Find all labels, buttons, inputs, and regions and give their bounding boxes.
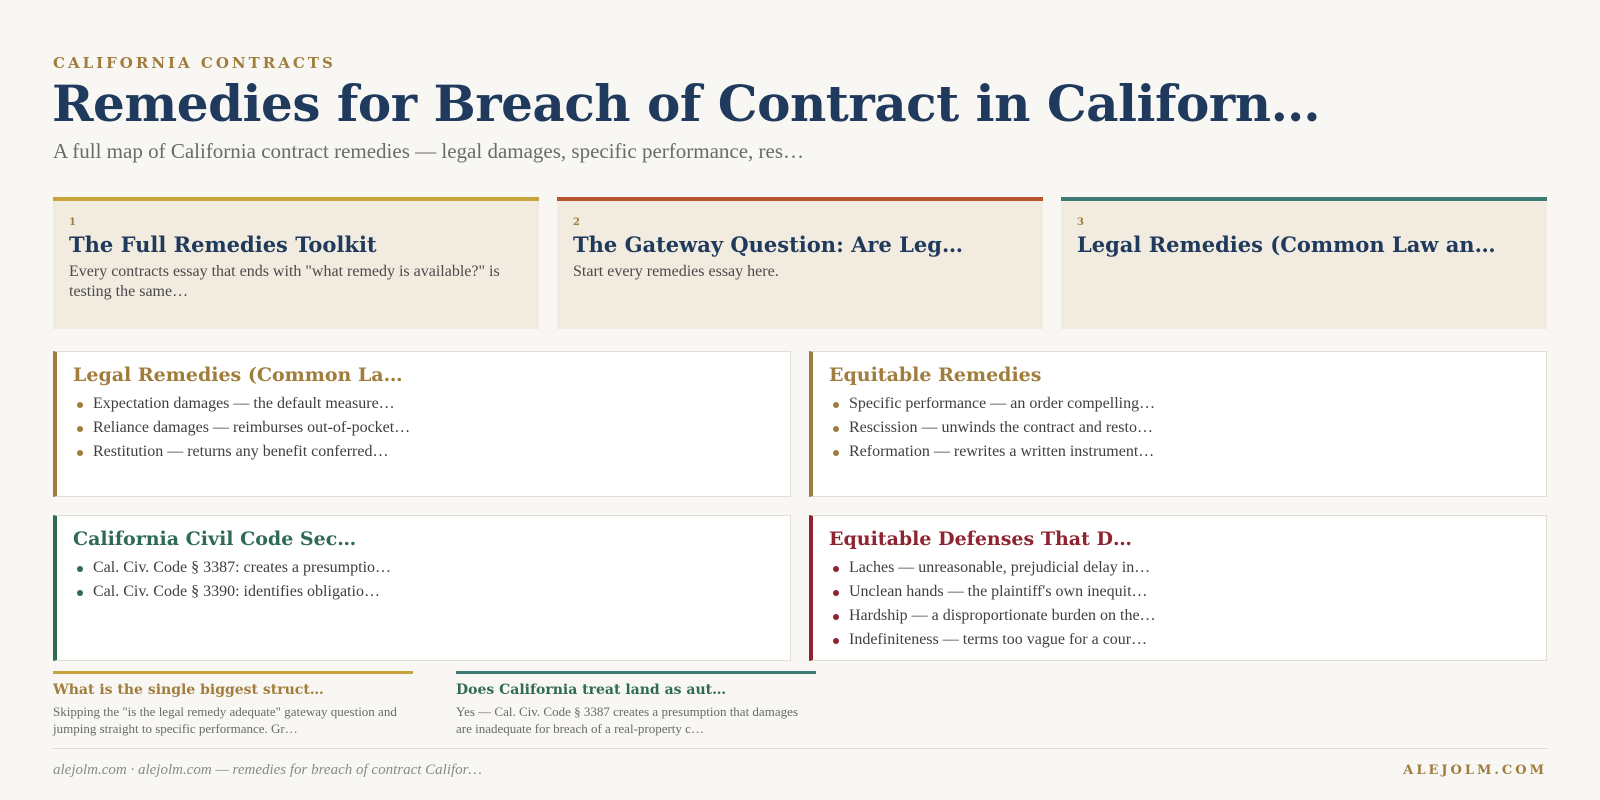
step-number: 3 xyxy=(1077,217,1084,228)
list-item-text: Expectation damages — the default measure… xyxy=(93,395,395,412)
list-item-text: Specific performance — an order compelling… xyxy=(849,395,1156,412)
step-title: Legal Remedies (Common Law an… xyxy=(1077,232,1496,257)
list-item-text: Reliance damages — reimburses out-of-pocket… xyxy=(93,419,411,436)
list-item xyxy=(829,556,1530,580)
card-list xyxy=(73,392,774,464)
faq-answer: Skipping the "is the legal remedy adequate" gateway question and jumping straight to specific performance. Gr… xyxy=(53,704,397,736)
bullet-icon xyxy=(833,638,839,644)
footer-divider xyxy=(53,748,1547,749)
list-item xyxy=(73,416,774,440)
page-title: Remedies for Breach of Contract in Californ… xyxy=(52,74,1321,133)
card-title: Equitable Defenses That D… xyxy=(829,528,1132,550)
list-item xyxy=(73,580,774,604)
bullet-icon xyxy=(77,450,83,456)
list-item-text: Unclean hands — the plaintiff's own inequit… xyxy=(849,583,1148,600)
step-card-1 xyxy=(53,197,539,329)
list-item-text: Hardship — a disproportionate burden on the… xyxy=(849,607,1156,624)
list-item xyxy=(829,440,1530,464)
bullet-icon xyxy=(77,566,83,572)
step-card-2 xyxy=(557,197,1043,329)
footer-brand-link[interactable]: ALEJOLM.COM xyxy=(1403,763,1547,778)
list-item-text: Cal. Civ. Code § 3387: creates a presumptio… xyxy=(93,559,392,576)
faq-item xyxy=(456,671,816,737)
list-item xyxy=(829,604,1530,628)
list-item-text: Reformation — rewrites a written instrument… xyxy=(849,443,1155,460)
card-list xyxy=(829,392,1530,464)
list-item-text: Laches — unreasonable, prejudicial delay in… xyxy=(849,559,1151,576)
card-title: California Civil Code Sec… xyxy=(73,528,357,550)
faq-item xyxy=(53,671,413,737)
step-title: The Full Remedies Toolkit xyxy=(69,232,377,257)
step-number: 1 xyxy=(69,217,76,228)
list-item-text: Rescission — unwinds the contract and resto… xyxy=(849,419,1153,436)
bullet-icon xyxy=(77,402,83,408)
step-number: 2 xyxy=(573,217,580,228)
bullet-icon xyxy=(833,614,839,620)
card-equitable-remedies xyxy=(809,351,1547,497)
faq-question: What is the single biggest struct… xyxy=(53,682,324,698)
list-item xyxy=(829,628,1530,652)
bullet-icon xyxy=(833,402,839,408)
bullet-icon xyxy=(833,450,839,456)
list-item-text: Cal. Civ. Code § 3390: identifies obligatio… xyxy=(93,583,380,600)
step-description: Every contracts essay that ends with "what remedy is available?" is testing the same… xyxy=(69,263,500,300)
step-description: Start every remedies essay here. xyxy=(573,263,779,280)
card-list xyxy=(73,556,774,604)
step-title: The Gateway Question: Are Leg… xyxy=(573,232,963,257)
list-item-text: Indefiniteness — terms too vague for a cour… xyxy=(849,631,1148,648)
bullet-icon xyxy=(833,590,839,596)
list-item xyxy=(73,392,774,416)
bullet-icon xyxy=(833,566,839,572)
eyebrow: CALIFORNIA CONTRACTS xyxy=(53,54,336,72)
bullet-icon xyxy=(77,426,83,432)
card-equitable-defenses xyxy=(809,515,1547,661)
list-item-text: Restitution — returns any benefit conferred… xyxy=(93,443,389,460)
page-subtitle: A full map of California contract remedies — legal damages, specific performance, res… xyxy=(53,139,805,163)
card-list xyxy=(829,556,1530,652)
bullet-icon xyxy=(833,426,839,432)
card-civil-code xyxy=(53,515,791,661)
bullet-icon xyxy=(77,590,83,596)
list-item xyxy=(73,556,774,580)
card-legal-remedies xyxy=(53,351,791,497)
faq-question: Does California treat land as aut… xyxy=(456,682,727,698)
list-item xyxy=(829,580,1530,604)
faq-answer: Yes — Cal. Civ. Code § 3387 creates a presumption that damages are inadequate for breach of a real-property c… xyxy=(456,704,798,736)
list-item xyxy=(829,416,1530,440)
card-title: Equitable Remedies xyxy=(829,364,1042,386)
card-title: Legal Remedies (Common La… xyxy=(73,364,403,386)
list-item xyxy=(73,440,774,464)
step-card-3 xyxy=(1061,197,1547,329)
footer-caption: alejolm.com · alejolm.com — remedies for breach of contract Califor… xyxy=(53,762,482,778)
list-item xyxy=(829,392,1530,416)
